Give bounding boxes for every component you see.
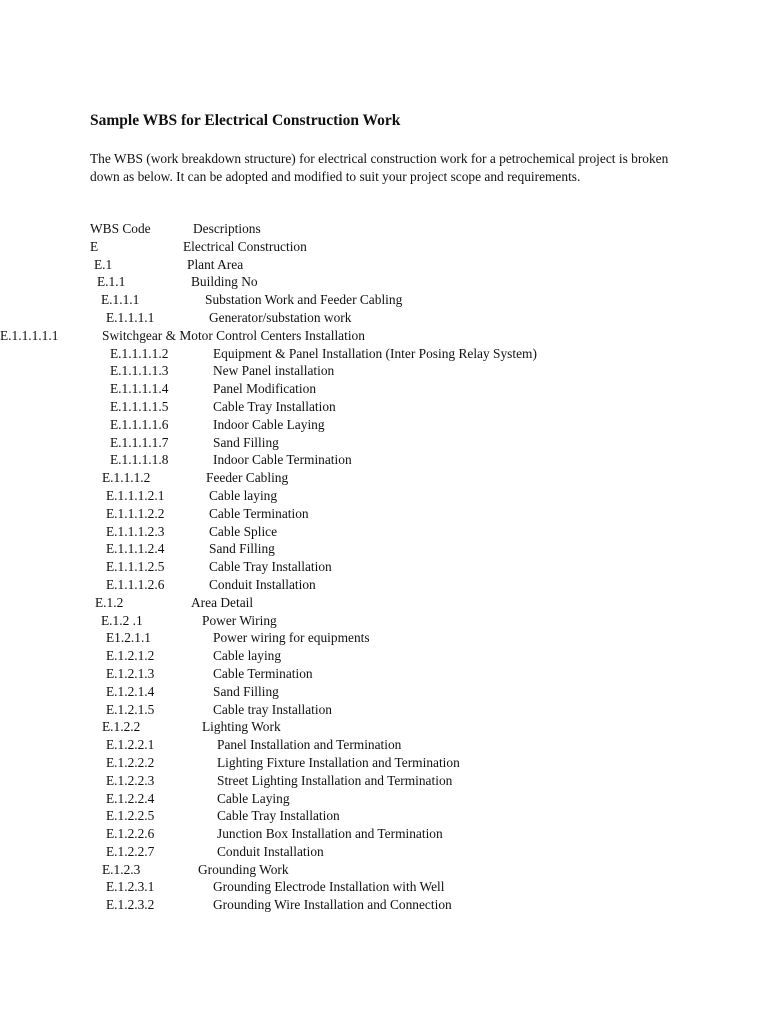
document-title: Sample WBS for Electrical Construction Work (90, 112, 401, 129)
wbs-description: Grounding Work (198, 861, 289, 877)
wbs-description: Conduit Installation (209, 576, 316, 592)
wbs-row (0, 772, 768, 790)
wbs-code: E.1.2.2.3 (106, 772, 155, 788)
wbs-row (0, 398, 768, 416)
wbs-description: Power Wiring (202, 612, 277, 628)
wbs-row (0, 647, 768, 665)
wbs-description: Panel Installation and Termination (217, 737, 402, 753)
wbs-description: Building No (191, 274, 258, 290)
wbs-table (0, 220, 768, 914)
wbs-row (0, 540, 768, 558)
wbs-description: Cable Termination (209, 505, 309, 521)
wbs-code: E.1.2.2.6 (106, 826, 155, 842)
wbs-description: Panel Modification (213, 381, 317, 397)
wbs-row (0, 878, 768, 896)
wbs-row (0, 665, 768, 683)
wbs-row (0, 505, 768, 523)
wbs-description: Electrical Construction (183, 238, 307, 254)
wbs-row (0, 256, 768, 274)
wbs-code: E.1.2.2.1 (106, 737, 155, 753)
wbs-description: Feeder Cabling (206, 470, 289, 486)
wbs-code: E.1.1.1.1.1 (0, 327, 59, 343)
wbs-row (0, 273, 768, 291)
wbs-description: Sand Filling (209, 541, 275, 557)
wbs-code: E.1.1.1.1.8 (110, 452, 169, 468)
wbs-row (0, 558, 768, 576)
wbs-row (0, 718, 768, 736)
wbs-code: E.1.1 (97, 274, 126, 290)
wbs-code: E.1.1.1.2.1 (106, 487, 165, 503)
wbs-row (0, 843, 768, 861)
wbs-code: E.1.1.1.2.4 (106, 541, 165, 557)
wbs-description: Lighting Fixture Installation and Termination (217, 754, 460, 770)
wbs-description: Street Lighting Installation and Termination (217, 772, 453, 788)
wbs-row (0, 523, 768, 541)
wbs-code: E.1.2.1.2 (106, 648, 155, 664)
wbs-code: E.1.2.1.3 (106, 665, 155, 681)
wbs-description: Indoor Cable Laying (213, 416, 325, 432)
wbs-row (0, 345, 768, 363)
wbs-row (0, 291, 768, 309)
intro-paragraph: The WBS (work breakdown structure) for electrical construction work for a petrochemical project is broken down as below. It can be adopted and modified to suit your project scope and requirements. (90, 151, 669, 184)
wbs-row (0, 416, 768, 434)
wbs-description: Cable Tray Installation (217, 808, 340, 824)
wbs-code: E.1 (94, 256, 113, 272)
wbs-row (0, 629, 768, 647)
wbs-description: Cable Splice (209, 523, 278, 539)
wbs-code: E.1.1.1.2.2 (106, 505, 165, 521)
wbs-description: Grounding Electrode Installation with Well (213, 879, 445, 895)
wbs-code: E.1.1.1.1.2 (110, 345, 169, 361)
wbs-row (0, 434, 768, 452)
wbs-code: E.1.2.2 (102, 719, 141, 735)
wbs-code: E.1.1.1.1.4 (110, 381, 169, 397)
wbs-row (0, 896, 768, 914)
wbs-code: E.1.2.1.4 (106, 683, 155, 699)
wbs-description: Cable Laying (217, 790, 290, 806)
wbs-row (0, 576, 768, 594)
wbs-description: Substation Work and Feeder Cabling (205, 292, 403, 308)
wbs-code: E.1.2.2.2 (106, 754, 155, 770)
wbs-code: E.1.2.2.5 (106, 808, 155, 824)
wbs-code: E.1.1.1.1.3 (110, 363, 169, 379)
wbs-row (0, 683, 768, 701)
wbs-code: E.1.2.2.7 (106, 843, 155, 859)
wbs-description: Plant Area (187, 256, 244, 272)
wbs-code: E.1.2.1.5 (106, 701, 155, 717)
wbs-code: E.1.1.1.1.7 (110, 434, 169, 450)
wbs-row (0, 309, 768, 327)
wbs-code: E.1.1.1.2 (102, 470, 151, 486)
wbs-description: Generator/substation work (209, 309, 352, 325)
wbs-row (0, 327, 768, 345)
wbs-description: Equipment & Panel Installation (Inter Posing Relay System) (213, 345, 537, 361)
wbs-code: E.1.1.1.2.3 (106, 523, 165, 539)
wbs-row (0, 380, 768, 398)
wbs-row (0, 612, 768, 630)
wbs-row (0, 736, 768, 754)
wbs-row (0, 701, 768, 719)
wbs-code: E.1.1.1.1.6 (110, 416, 169, 432)
wbs-description: Lighting Work (202, 719, 281, 735)
wbs-code: E1.2.1.1 (106, 630, 152, 646)
wbs-code: E.1.2.3 (102, 861, 141, 877)
wbs-row (0, 861, 768, 879)
wbs-description: Grounding Wire Installation and Connection (213, 897, 452, 913)
wbs-description: Cable Tray Installation (213, 398, 336, 414)
wbs-row (0, 487, 768, 505)
wbs-row (0, 594, 768, 612)
wbs-description: Cable Termination (213, 665, 313, 681)
wbs-description: Conduit Installation (217, 843, 324, 859)
wbs-code: E.1.2.3.2 (106, 897, 155, 913)
wbs-code: E.1.1.1.1 (106, 309, 155, 325)
wbs-code: E.1.2 (95, 594, 124, 610)
wbs-code: E.1.1.1.1.5 (110, 398, 169, 414)
wbs-row (0, 825, 768, 843)
wbs-description: Cable Tray Installation (209, 559, 332, 575)
wbs-code: E.1.2.2.4 (106, 790, 155, 806)
wbs-row (0, 362, 768, 380)
wbs-description: Power wiring for equipments (213, 630, 370, 646)
wbs-header-row (0, 220, 768, 238)
wbs-code: E.1.1.1 (101, 292, 140, 308)
wbs-row (0, 469, 768, 487)
wbs-code: E.1.2.3.1 (106, 879, 155, 895)
descriptions-header: Descriptions (193, 221, 261, 236)
wbs-code: E (90, 238, 99, 254)
wbs-description: Cable tray Installation (213, 701, 332, 717)
wbs-description: Indoor Cable Termination (213, 452, 352, 468)
wbs-code: E.1.1.1.2.5 (106, 559, 165, 575)
wbs-row (0, 790, 768, 808)
wbs-description: New Panel installation (213, 363, 335, 379)
wbs-description: Sand Filling (213, 683, 279, 699)
wbs-description: Switchgear & Motor Control Centers Installation (102, 327, 365, 343)
wbs-description: Junction Box Installation and Termination (217, 826, 443, 842)
wbs-description: Sand Filling (213, 434, 279, 450)
wbs-row (0, 807, 768, 825)
wbs-description: Area Detail (191, 594, 254, 610)
wbs-code: E.1.1.1.2.6 (106, 576, 165, 592)
wbs-row (0, 754, 768, 772)
wbs-description: Cable laying (213, 648, 282, 664)
wbs-code-header: WBS Code (90, 221, 151, 236)
wbs-row (0, 451, 768, 469)
wbs-code: E.1.2 .1 (101, 612, 143, 628)
wbs-description: Cable laying (209, 487, 278, 503)
wbs-row (0, 238, 768, 256)
